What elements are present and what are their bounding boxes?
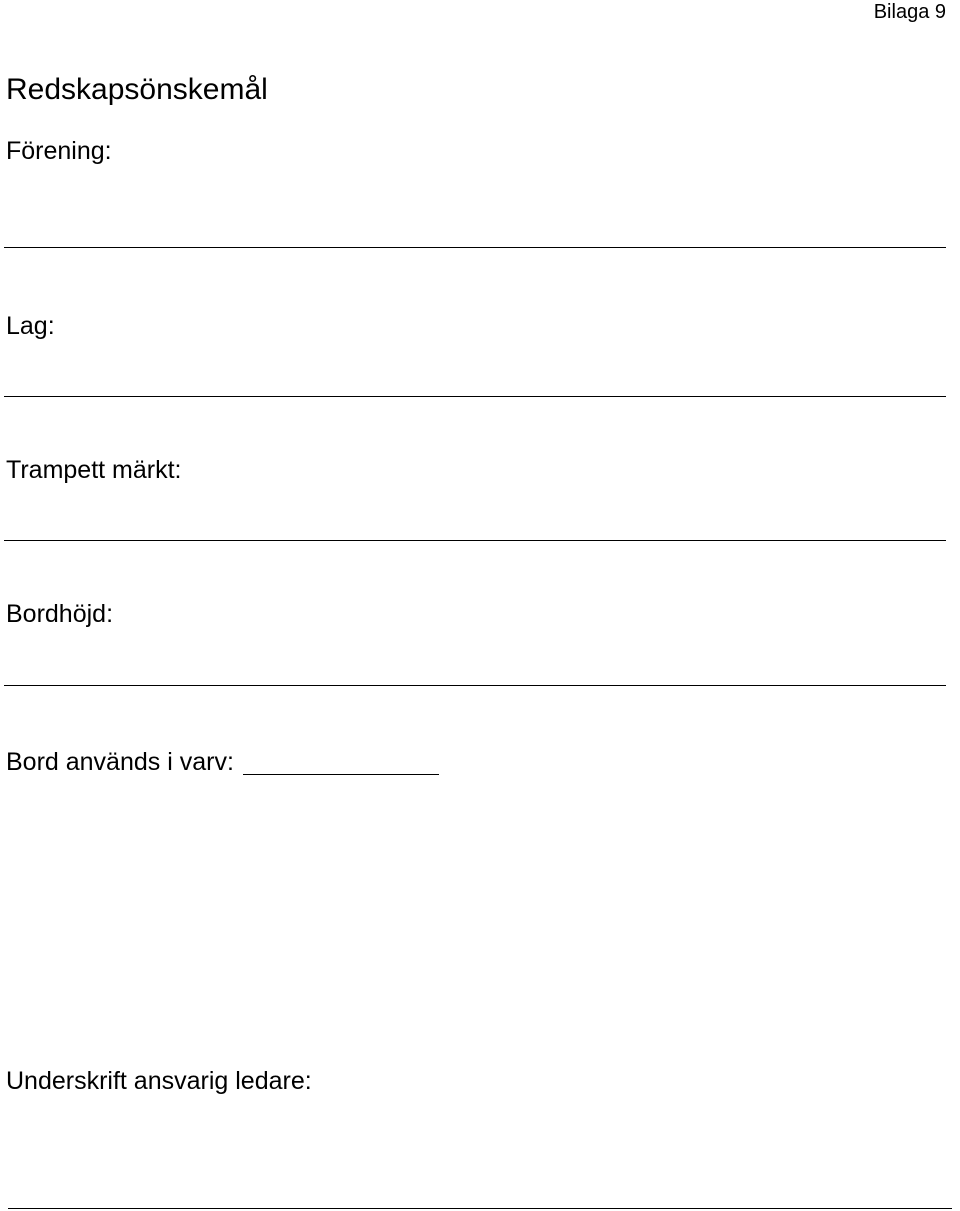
write-line-lag[interactable]	[4, 396, 946, 397]
field-label-forening: Förening:	[6, 137, 112, 165]
write-line-forening[interactable]	[4, 247, 946, 248]
field-label-underskrift: Underskrift ansvarig ledare:	[6, 1067, 312, 1095]
signature-line[interactable]	[8, 1208, 952, 1209]
field-label-trampett: Trampett märkt:	[6, 456, 182, 484]
field-label-varv: Bord används i varv:	[6, 748, 234, 776]
field-label-lag: Lag:	[6, 312, 55, 340]
write-line-bordhojd[interactable]	[4, 685, 946, 686]
form-title: Redskapsönskemål	[6, 73, 268, 106]
write-line-varv[interactable]	[243, 774, 439, 775]
attachment-label: Bilaga 9	[873, 1, 946, 23]
write-line-trampett[interactable]	[4, 540, 946, 541]
field-label-bordhojd: Bordhöjd:	[6, 600, 114, 628]
